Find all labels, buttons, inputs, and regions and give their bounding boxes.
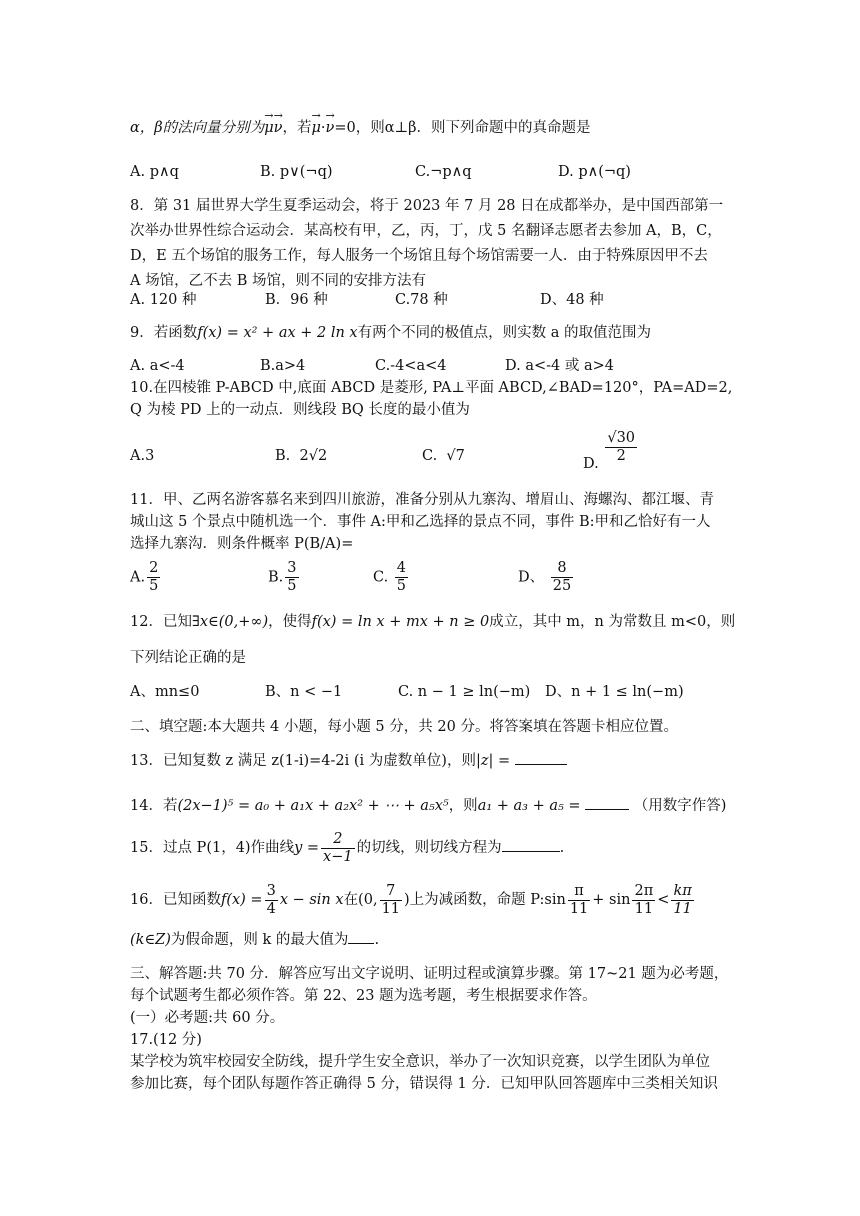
section-2-heading: 二、填空题:本大题共 4 小题，每小题 5 分，共 20 分。将答案填在答题卡相应位置。 [130,719,678,735]
q7-option-c: C.¬p∧q [415,164,472,180]
q9-option-d: D. a<-4 或 a>4 [505,358,614,374]
q10-option-b: B. 2√2 [275,448,328,464]
section-3-line-2: 每个试题考生都必须作答。第 22、23 题为选考题，考生根据要求作答。 [130,988,597,1004]
q9-option-c: C.-4<a<4 [375,358,447,374]
q8-option-d: D、48 种 [540,292,604,308]
q7-stem: α，β的法向量分别为→ μ→ ν，若→ μ·→ ν=0，则α⊥β．则下列命题中的真命题是 [130,118,735,138]
q10-option-c: C. √7 [422,448,465,464]
q7-option-b: B. p∨(¬q) [260,164,333,180]
q11-line-3: 选择九寨沟．则条件概率 P(B/A)= [130,536,354,552]
q12-line-2: 下列结论正确的是 [130,650,246,666]
q16-answer-blank [348,929,374,944]
q8-option-b: B．96 种 [265,292,328,308]
q13-answer-blank [515,750,567,765]
q11-line-2: 城山这 5 个景点中随机选一个．事件 A:甲和乙选择的景点不同，事件 B:甲和乙恰好有一人 [130,514,711,530]
q12-option-d: D、n + 1 ≤ ln(−m) [545,684,684,700]
q17-heading: 17.(12 分) [130,1032,202,1048]
q9-option-a: A. a<-4 [130,358,185,374]
sub-section-1: (一）必考题:共 60 分。 [130,1010,285,1026]
q8-line-2: 次举办世界性综合运动会．某高校有甲，乙，丙，丁，戊 5 名翻译志愿者去参加 A，B，C， [130,223,722,239]
q12-option-b: B、n < −1 [265,684,343,700]
q14-answer-blank [585,795,629,810]
q13: 13．已知复数 z 满足 z(1-i)=4-2i (i 为虚数单位)，则|z| = [130,750,735,771]
q10-line-1: 10.在四棱锥 P-ABCD 中,底面 ABCD 是菱形, PA⊥平面 ABCD,∠BAD=120°，PA=AD=2, [130,380,733,396]
q10-option-a: A.3 [130,448,155,464]
q12-option-c: C. n − 1 ≥ ln(−m) [398,684,531,700]
q8-line-4: A 场馆，乙不去 B 场馆，则不同的安排方法有 [130,273,426,289]
q12-option-a: A、mn≤0 [130,684,200,700]
q11-option-c: C. $\frac{4}{5}$ [373,560,407,594]
q11-option-d: D、 $\frac{8}{25}$ [518,560,572,594]
q8-option-c: C.78 种 [395,292,448,308]
q10-line-2: Q 为棱 PD 上的一动点．则线段 BQ 长度的最小值为 [130,402,470,418]
q7-option-d: D. p∧(¬q) [558,164,631,180]
q8-line-1: 8．第 31 届世界大学生夏季运动会，将于 2023 年 7 月 28 日在成都举办，是中国西部第一 [130,198,724,214]
q14: 14．若(2x−1)⁵ = a₀ + a₁x + a₂x² + ⋯ + a₅x⁵，则a₁ + a₃ + a₅ = （用数字作答) [130,795,735,816]
q11-option-b: B. $\frac{3}{5}$ [268,560,297,594]
q11-option-a: A. $\frac{2}{5}$ [130,560,159,594]
q11-line-1: 11．甲、乙两名游客慕名来到四川旅游，准备分别从九寨沟、增眉山、海螺沟、都江堰、青 [130,492,714,508]
q8-line-3: D，E 五个场馆的服务工作，每人服务一个场馆且每个场馆需要一人．由于特殊原因甲不去 [130,248,708,264]
q9-stem: 9．若函数f(x) = x² + ax + 2 ln x有两个不同的极值点，则实数 a 的取值范围为 [130,325,651,341]
q9-option-b: B.a>4 [260,358,306,374]
q10-option-d: D. $\frac{√30}{2}$ [583,430,636,472]
q15-answer-blank [502,837,560,852]
section-3-line-1: 三、解答题:共 70 分．解答应写出文字说明、证明过程或演算步骤。第 17~21 题为必考题， [130,966,729,982]
q17-line-2: 参加比赛，每个团队每题作答正确得 5 分，错误得 1 分．已知甲队回答题库中三类相关知识 [130,1076,718,1092]
q9-function: f(x) = x² + ax + 2 ln x [197,325,358,341]
q8-option-a: A. 120 种 [130,292,197,308]
q7-option-a: A. p∧q [130,164,179,180]
q17-line-1: 某学校为筑牢校园安全防线，提升学生安全意识，举办了一次知识竞赛，以学生团队为单位 [130,1054,710,1070]
q16-line-1: 16．已知函数f(x) = $\frac{3}{4}$ x − sin x在(0, $\frac{7}{11}$ )上为减函数，命题 P:sin $\frac{\pi}{11}$ + sin $\frac{2\pi}{11}$ < $\frac{k\pi}{11}$ [130,882,692,917]
q16-line-2: (k∈Z)为假命题，则 k 的最大值为 . [130,929,735,950]
q12-stem: 12．已知∃x∈(0,+∞)，使得f(x) = ln x + mx + n ≥ 0成立，其中 m，n 为常数且 m<0，则 [130,614,736,630]
q15: 15．过点 P(1，4)作曲线y = $\frac{2}{x-1}$ 的切线，则切线方程为 . [130,830,565,865]
